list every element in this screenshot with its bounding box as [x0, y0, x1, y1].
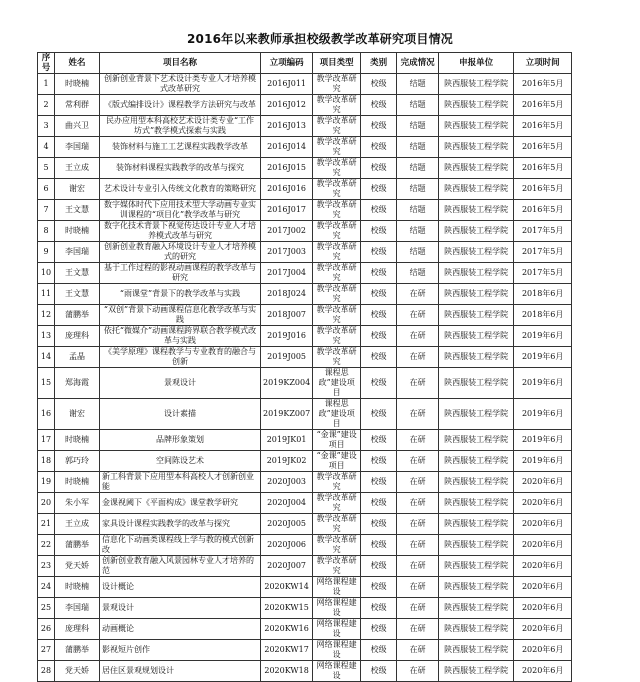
row-person: 郑海霞	[55, 368, 100, 399]
project-table	[37, 52, 572, 682]
row-unit: 陕西服装工程学院	[439, 158, 514, 179]
row-type: 教学改革研究	[313, 535, 361, 556]
row-no: 13	[38, 326, 55, 347]
row-date: 2019年6月	[514, 368, 572, 399]
row-date: 2019年6月	[514, 399, 572, 430]
row-status: 在研	[397, 284, 439, 305]
row-no: 27	[38, 640, 55, 661]
row-date: 2016年5月	[514, 74, 572, 95]
row-no: 16	[38, 399, 55, 430]
row-status: 在研	[397, 451, 439, 472]
row-project: 动画概论	[100, 619, 261, 640]
row-no: 19	[38, 472, 55, 493]
row-unit: 陕西服装工程学院	[439, 74, 514, 95]
row-type: 课程思政”建设项目	[313, 399, 361, 430]
row-category: 校级	[361, 95, 397, 116]
header-status: 完成情况	[397, 53, 439, 74]
row-person: 时晓楠	[55, 430, 100, 451]
row-person: 庞理科	[55, 619, 100, 640]
row-status: 结题	[397, 116, 439, 137]
row-type: 教学改革研究	[313, 242, 361, 263]
header-type: 项目类型	[313, 53, 361, 74]
row-no: 18	[38, 451, 55, 472]
row-unit: 陕西服装工程学院	[439, 326, 514, 347]
row-code: 2020J004	[261, 493, 313, 514]
row-person: 朱小军	[55, 493, 100, 514]
row-person: 党天娇	[55, 661, 100, 682]
row-project: 基于工作过程的影视动画课程的教学改革与研究	[100, 263, 261, 284]
row-unit: 陕西服装工程学院	[439, 451, 514, 472]
row-type: 网络课程建设	[313, 619, 361, 640]
row-project: 金课视阈下《平面构成》课堂教学研究	[100, 493, 261, 514]
row-type: 教学改革研究	[313, 305, 361, 326]
row-no: 6	[38, 179, 55, 200]
row-project: 创新创业背景下艺术设计类专业人才培养模式改革研究	[100, 74, 261, 95]
row-code: 2016J014	[261, 137, 313, 158]
row-code: 2019KZ004	[261, 368, 313, 399]
row-no: 22	[38, 535, 55, 556]
row-type: 教学改革研究	[313, 326, 361, 347]
row-type: 教学改革研究	[313, 95, 361, 116]
row-type: 教学改革研究	[313, 347, 361, 368]
row-unit: 陕西服装工程学院	[439, 368, 514, 399]
row-code: 2018J024	[261, 284, 313, 305]
table-row	[38, 116, 572, 137]
table-row	[38, 556, 572, 577]
row-no: 17	[38, 430, 55, 451]
row-project: 《版式编排设计》课程教学方法研究与改革	[100, 95, 261, 116]
row-date: 2016年5月	[514, 95, 572, 116]
row-unit: 陕西服装工程学院	[439, 221, 514, 242]
row-category: 校级	[361, 472, 397, 493]
row-type: 教学改革研究	[313, 179, 361, 200]
row-no: 25	[38, 598, 55, 619]
row-unit: 陕西服装工程学院	[439, 472, 514, 493]
row-category: 校级	[361, 200, 397, 221]
row-project: 影视短片创作	[100, 640, 261, 661]
row-status: 结题	[397, 95, 439, 116]
row-person: 时晓楠	[55, 74, 100, 95]
row-type: 教学改革研究	[313, 263, 361, 284]
page-title: 2016年以来教师承担校级教学改革研究项目情况	[186, 32, 453, 46]
row-status: 结题	[397, 200, 439, 221]
row-project: 装饰材料与施工工艺课程实践教学改革	[100, 137, 261, 158]
row-status: 在研	[397, 347, 439, 368]
row-person: 党天娇	[55, 556, 100, 577]
row-status: 在研	[397, 598, 439, 619]
row-project: 设计素描	[100, 399, 261, 430]
row-category: 校级	[361, 263, 397, 284]
row-no: 15	[38, 368, 55, 399]
table-row	[38, 399, 572, 430]
row-status: 在研	[397, 472, 439, 493]
table-row	[38, 493, 572, 514]
row-code: 2019JK02	[261, 451, 313, 472]
row-project: 景观设计	[100, 598, 261, 619]
row-no: 11	[38, 284, 55, 305]
row-no: 24	[38, 577, 55, 598]
row-status: 在研	[397, 535, 439, 556]
row-person: 王文慧	[55, 284, 100, 305]
row-unit: 陕西服装工程学院	[439, 430, 514, 451]
row-project: 品牌形象策划	[100, 430, 261, 451]
row-date: 2020年6月	[514, 535, 572, 556]
row-no: 1	[38, 74, 55, 95]
row-person: 王立成	[55, 514, 100, 535]
row-status: 在研	[397, 556, 439, 577]
table-row	[38, 221, 572, 242]
row-no: 3	[38, 116, 55, 137]
row-type: 网络课程建设	[313, 661, 361, 682]
header-date: 立项时间	[514, 53, 572, 74]
row-unit: 陕西服装工程学院	[439, 137, 514, 158]
row-no: 20	[38, 493, 55, 514]
row-project: 数字化技术背景下视觉传达设计专业人才培养模式改革与研究	[100, 221, 261, 242]
row-no: 14	[38, 347, 55, 368]
row-code: 2019KZ007	[261, 399, 313, 430]
row-project: 装饰材料课程实践教学的改革与探究	[100, 158, 261, 179]
row-unit: 陕西服装工程学院	[439, 577, 514, 598]
table-row	[38, 326, 572, 347]
row-no: 28	[38, 661, 55, 682]
row-project: 居住区景观规划设计	[100, 661, 261, 682]
row-code: 2018J007	[261, 305, 313, 326]
row-type: 课程思政”建设项目	[313, 368, 361, 399]
row-person: 曲兴卫	[55, 116, 100, 137]
row-code: 2019JK01	[261, 430, 313, 451]
row-type: 教学改革研究	[313, 493, 361, 514]
row-no: 7	[38, 200, 55, 221]
row-person: 常利群	[55, 95, 100, 116]
row-status: 结题	[397, 263, 439, 284]
row-no: 12	[38, 305, 55, 326]
table-row	[38, 661, 572, 682]
row-type: “金课”建设项目	[313, 451, 361, 472]
table-row	[38, 305, 572, 326]
row-status: 结题	[397, 74, 439, 95]
header-category: 类别	[361, 53, 397, 74]
row-category: 校级	[361, 116, 397, 137]
header-no: 序号	[38, 53, 55, 74]
row-date: 2019年6月	[514, 326, 572, 347]
table-row	[38, 95, 572, 116]
row-date: 2020年6月	[514, 640, 572, 661]
row-date: 2018年6月	[514, 305, 572, 326]
row-category: 校级	[361, 493, 397, 514]
row-category: 校级	[361, 137, 397, 158]
row-category: 校级	[361, 284, 397, 305]
row-type: 教学改革研究	[313, 116, 361, 137]
row-date: 2018年6月	[514, 284, 572, 305]
row-category: 校级	[361, 598, 397, 619]
row-no: 4	[38, 137, 55, 158]
table-row	[38, 263, 572, 284]
row-status: 在研	[397, 661, 439, 682]
row-code: 2017J003	[261, 242, 313, 263]
row-code: 2016J011	[261, 74, 313, 95]
row-person: 孟晶	[55, 347, 100, 368]
row-no: 9	[38, 242, 55, 263]
row-unit: 陕西服装工程学院	[439, 305, 514, 326]
row-date: 2019年6月	[514, 430, 572, 451]
row-category: 校级	[361, 577, 397, 598]
row-person: 蒲鹏举	[55, 305, 100, 326]
row-code: 2020KW18	[261, 661, 313, 682]
row-project: 新工科背景下应用型本科高校人才创新创业能	[100, 472, 261, 493]
row-category: 校级	[361, 326, 397, 347]
row-status: 在研	[397, 619, 439, 640]
table-row	[38, 158, 572, 179]
row-unit: 陕西服装工程学院	[439, 598, 514, 619]
row-code: 2020J003	[261, 472, 313, 493]
table-row	[38, 514, 572, 535]
table-row	[38, 179, 572, 200]
row-date: 2016年5月	[514, 137, 572, 158]
row-date: 2019年6月	[514, 347, 572, 368]
row-status: 在研	[397, 430, 439, 451]
row-unit: 陕西服装工程学院	[439, 284, 514, 305]
row-unit: 陕西服装工程学院	[439, 116, 514, 137]
row-code: 2020J007	[261, 556, 313, 577]
row-category: 校级	[361, 535, 397, 556]
row-no: 5	[38, 158, 55, 179]
row-project: “雨课堂”背景下的教学改革与实践	[100, 284, 261, 305]
row-project: 数字媒体时代下应用技术型大学动画专业实训课程的“项目化”教学改革与研究	[100, 200, 261, 221]
table-row	[38, 577, 572, 598]
row-project: 设计概论	[100, 577, 261, 598]
row-date: 2020年6月	[514, 493, 572, 514]
table-row	[38, 598, 572, 619]
row-date: 2020年6月	[514, 514, 572, 535]
row-unit: 陕西服装工程学院	[439, 200, 514, 221]
row-code: 2016J013	[261, 116, 313, 137]
row-project: 艺术设计专业引入传统文化教育的策略研究	[100, 179, 261, 200]
row-status: 结题	[397, 179, 439, 200]
row-type: 教学改革研究	[313, 514, 361, 535]
row-status: 结题	[397, 221, 439, 242]
row-person: 时晓楠	[55, 472, 100, 493]
table-row	[38, 619, 572, 640]
row-person: 王文慧	[55, 200, 100, 221]
row-code: 2019J005	[261, 347, 313, 368]
row-person: 时晓楠	[55, 577, 100, 598]
row-unit: 陕西服装工程学院	[439, 514, 514, 535]
row-unit: 陕西服装工程学院	[439, 619, 514, 640]
row-date: 2020年6月	[514, 577, 572, 598]
row-type: 网络课程建设	[313, 577, 361, 598]
row-status: 在研	[397, 368, 439, 399]
row-code: 2017J004	[261, 263, 313, 284]
row-type: 教学改革研究	[313, 200, 361, 221]
row-category: 校级	[361, 640, 397, 661]
row-code: 2020KW16	[261, 619, 313, 640]
row-project: 《美学原理》课程教学与专业教育的融合与创新	[100, 347, 261, 368]
row-status: 在研	[397, 514, 439, 535]
row-unit: 陕西服装工程学院	[439, 95, 514, 116]
row-project: 信息化下动画类课程线上学与教的模式创新改	[100, 535, 261, 556]
row-date: 2016年5月	[514, 200, 572, 221]
row-no: 2	[38, 95, 55, 116]
row-category: 校级	[361, 242, 397, 263]
row-code: 2020J005	[261, 514, 313, 535]
row-code: 2016J015	[261, 158, 313, 179]
row-no: 21	[38, 514, 55, 535]
row-person: 王文慧	[55, 263, 100, 284]
header-project: 项目名称	[100, 53, 261, 74]
row-status: 结题	[397, 137, 439, 158]
row-no: 26	[38, 619, 55, 640]
row-no: 8	[38, 221, 55, 242]
header-code: 立项编码	[261, 53, 313, 74]
row-status: 在研	[397, 640, 439, 661]
row-unit: 陕西服装工程学院	[439, 661, 514, 682]
row-person: 李国瑞	[55, 598, 100, 619]
row-unit: 陕西服装工程学院	[439, 242, 514, 263]
table-row	[38, 347, 572, 368]
table-row	[38, 200, 572, 221]
row-type: 教学改革研究	[313, 74, 361, 95]
row-status: 结题	[397, 158, 439, 179]
row-no: 23	[38, 556, 55, 577]
table-row	[38, 472, 572, 493]
row-person: 李国瑞	[55, 242, 100, 263]
row-code: 2020KW14	[261, 577, 313, 598]
row-status: 在研	[397, 577, 439, 598]
row-category: 校级	[361, 74, 397, 95]
row-category: 校级	[361, 347, 397, 368]
row-date: 2016年5月	[514, 116, 572, 137]
row-type: 教学改革研究	[313, 556, 361, 577]
table-row	[38, 74, 572, 95]
row-unit: 陕西服装工程学院	[439, 556, 514, 577]
row-project: 空间陈设艺术	[100, 451, 261, 472]
row-code: 2020J006	[261, 535, 313, 556]
row-category: 校级	[361, 305, 397, 326]
row-category: 校级	[361, 368, 397, 399]
row-unit: 陕西服装工程学院	[439, 493, 514, 514]
row-category: 校级	[361, 221, 397, 242]
row-type: 网络课程建设	[313, 640, 361, 661]
row-project: 景观设计	[100, 368, 261, 399]
row-person: 庞理科	[55, 326, 100, 347]
row-type: 教学改革研究	[313, 137, 361, 158]
row-type: 教学改革研究	[313, 221, 361, 242]
row-date: 2019年6月	[514, 451, 572, 472]
row-code: 2017J002	[261, 221, 313, 242]
row-date: 2017年5月	[514, 221, 572, 242]
row-status: 在研	[397, 326, 439, 347]
row-date: 2020年6月	[514, 556, 572, 577]
row-code: 2016J016	[261, 179, 313, 200]
row-date: 2017年5月	[514, 263, 572, 284]
header-unit: 申报单位	[439, 53, 514, 74]
row-date: 2016年5月	[514, 179, 572, 200]
row-person: 谢宏	[55, 399, 100, 430]
row-status: 结题	[397, 242, 439, 263]
row-type: “金课”建设项目	[313, 430, 361, 451]
row-category: 校级	[361, 399, 397, 430]
row-category: 校级	[361, 661, 397, 682]
table-row	[38, 451, 572, 472]
row-person: 时晓楠	[55, 221, 100, 242]
row-type: 网络课程建设	[313, 598, 361, 619]
row-type: 教学改革研究	[313, 284, 361, 305]
header-name: 姓名	[55, 53, 100, 74]
row-category: 校级	[361, 179, 397, 200]
row-person: 李国瑞	[55, 137, 100, 158]
row-person: 谢宏	[55, 179, 100, 200]
row-code: 2020KW17	[261, 640, 313, 661]
row-category: 校级	[361, 514, 397, 535]
row-project: 创新创业教育融入环境设计专业人才培养模式的研究	[100, 242, 261, 263]
row-type: 教学改革研究	[313, 472, 361, 493]
row-project: 家具设计课程实践教学的改革与探究	[100, 514, 261, 535]
row-category: 校级	[361, 556, 397, 577]
row-status: 在研	[397, 305, 439, 326]
row-unit: 陕西服装工程学院	[439, 347, 514, 368]
table-row	[38, 242, 572, 263]
row-project: 创新创业教育融入风景园林专业人才培养的范	[100, 556, 261, 577]
row-status: 在研	[397, 399, 439, 430]
row-status: 在研	[397, 493, 439, 514]
row-no: 10	[38, 263, 55, 284]
row-person: 郭巧玲	[55, 451, 100, 472]
row-unit: 陕西服装工程学院	[439, 535, 514, 556]
row-unit: 陕西服装工程学院	[439, 263, 514, 284]
row-code: 2016J017	[261, 200, 313, 221]
table-row	[38, 137, 572, 158]
row-project: “双创”背景下动画课程信息化教学改革与实践	[100, 305, 261, 326]
row-date: 2020年6月	[514, 661, 572, 682]
table-header-row	[38, 53, 572, 74]
row-unit: 陕西服装工程学院	[439, 640, 514, 661]
table-row	[38, 640, 572, 661]
row-category: 校级	[361, 451, 397, 472]
table-row	[38, 430, 572, 451]
row-category: 校级	[361, 430, 397, 451]
row-date: 2020年6月	[514, 472, 572, 493]
row-unit: 陕西服装工程学院	[439, 399, 514, 430]
row-project: 民办应用型本科高校艺术设计类专业“工作坊式”教学模式探索与实践	[100, 116, 261, 137]
table-row	[38, 284, 572, 305]
row-category: 校级	[361, 619, 397, 640]
row-code: 2020KW15	[261, 598, 313, 619]
row-project: 依托“微媒介”动画课程跨界联合教学模式改革与实践	[100, 326, 261, 347]
row-category: 校级	[361, 158, 397, 179]
row-code: 2019J016	[261, 326, 313, 347]
table-row	[38, 535, 572, 556]
table-row	[38, 368, 572, 399]
row-date: 2020年6月	[514, 619, 572, 640]
row-unit: 陕西服装工程学院	[439, 179, 514, 200]
row-person: 王立成	[55, 158, 100, 179]
row-date: 2017年5月	[514, 242, 572, 263]
row-person: 蒲鹏举	[55, 640, 100, 661]
row-code: 2016J012	[261, 95, 313, 116]
row-date: 2020年6月	[514, 598, 572, 619]
row-person: 蒲鹏举	[55, 535, 100, 556]
row-date: 2016年5月	[514, 158, 572, 179]
row-type: 教学改革研究	[313, 158, 361, 179]
